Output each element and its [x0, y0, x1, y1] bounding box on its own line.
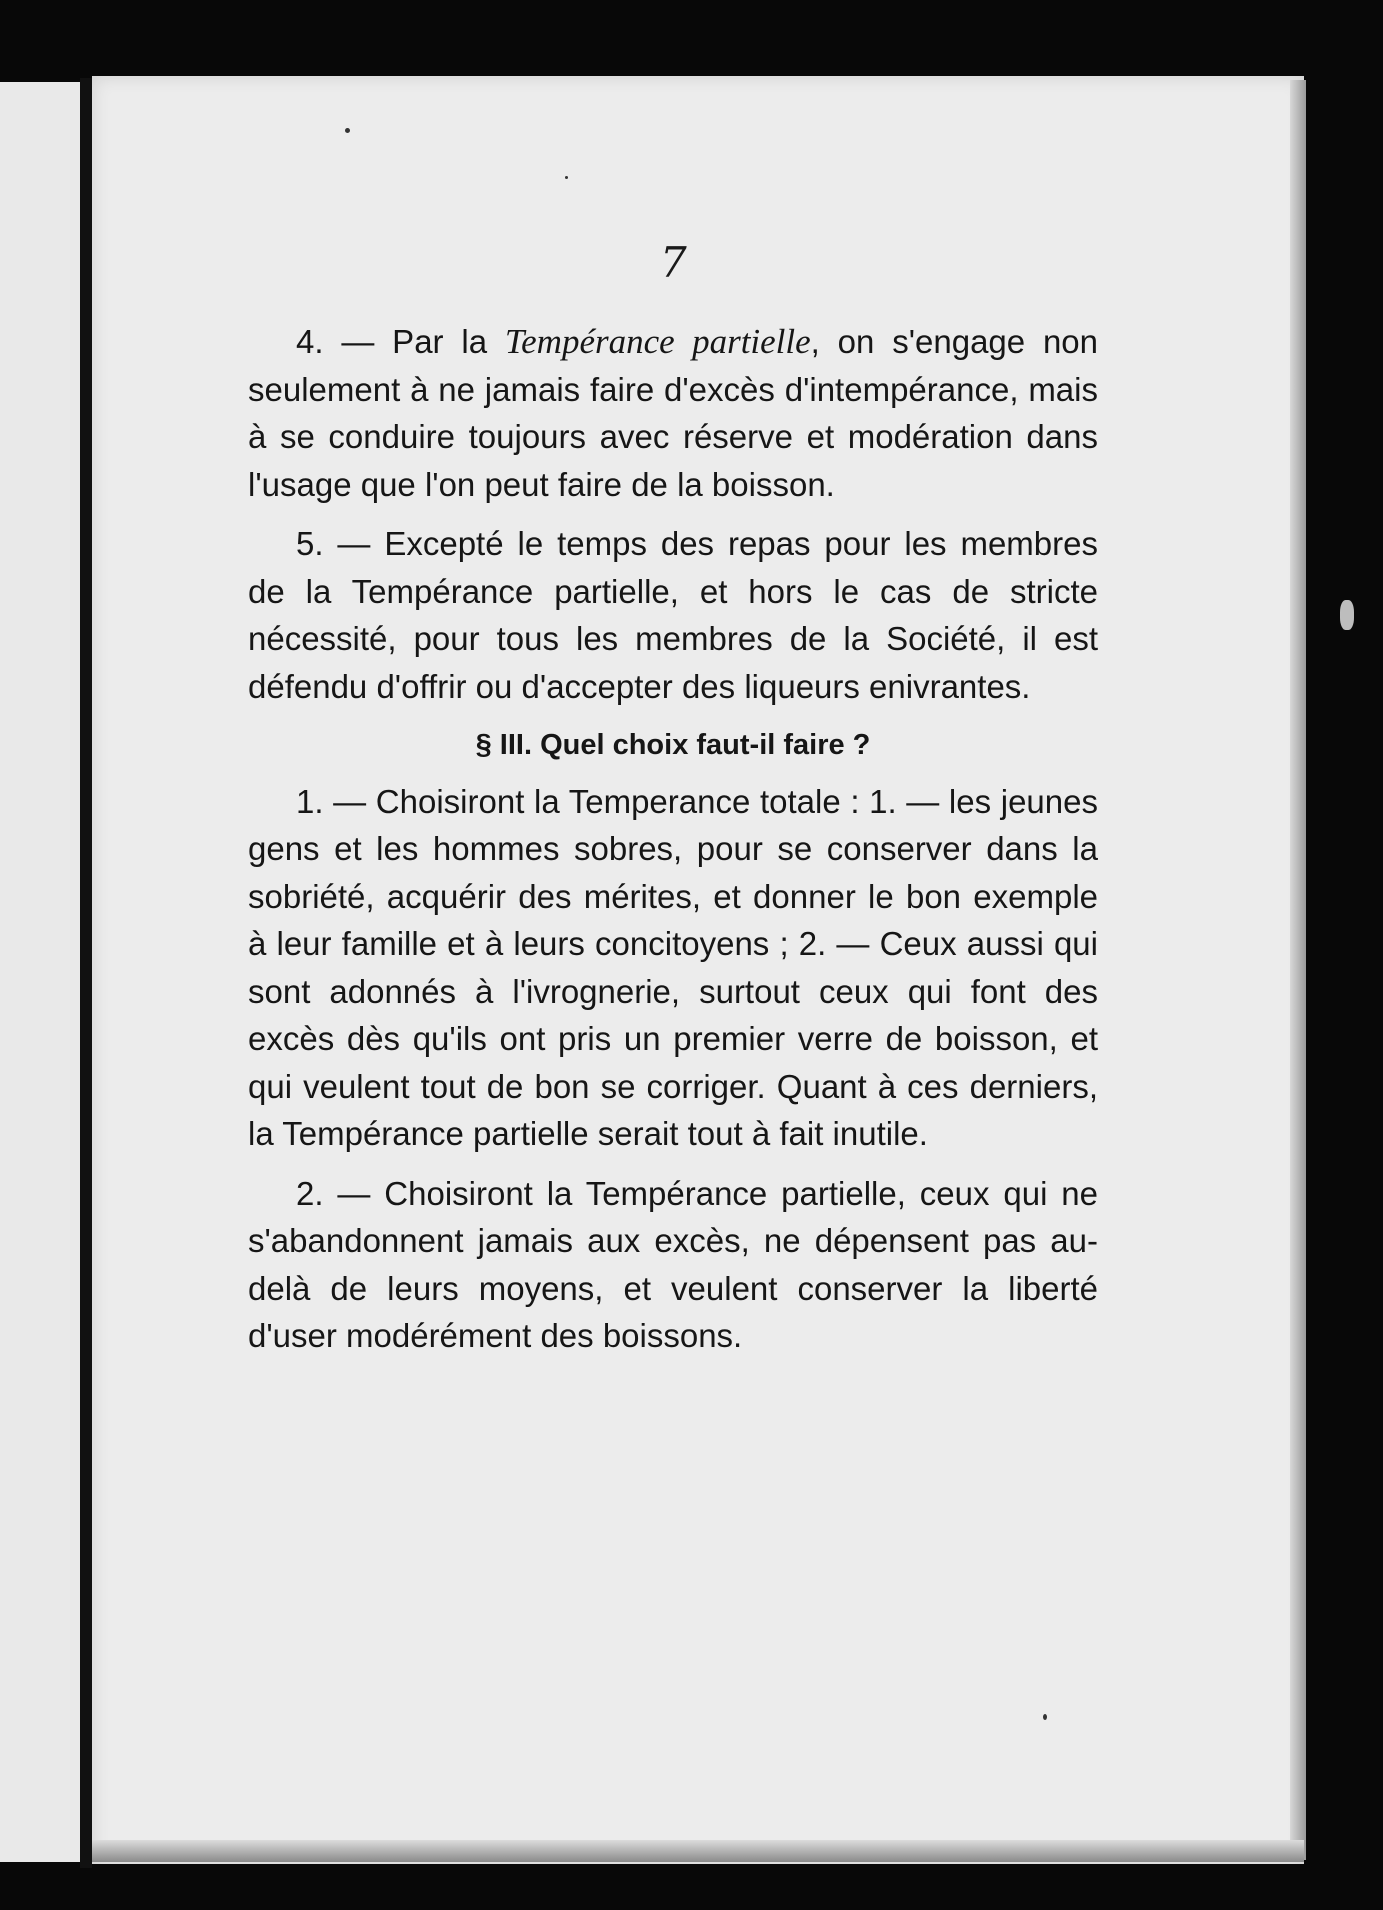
page-right-edge — [1290, 80, 1306, 1860]
page-bottom-edge — [92, 1840, 1304, 1862]
ink-speck — [565, 176, 568, 179]
ink-speck — [345, 128, 350, 133]
ink-speck — [1043, 1714, 1047, 1720]
section-heading: § III. Quel choix faut-il faire ? — [475, 729, 871, 761]
page-number: 7 — [660, 238, 687, 287]
scan-artifact — [1340, 600, 1354, 630]
article-4-paragraph — [248, 318, 1098, 508]
article-4-lead: 4. — Par la — [296, 323, 505, 360]
facing-page-edge — [0, 82, 80, 1862]
article-4-rest: , on s'engage non seulement à ne jamais faire d'excès d'intempérance, mais à se conduire toujours avec réserve et modération dans l'usage que l'on peut faire de la boisson. — [248, 323, 1099, 503]
book-spine — [80, 78, 92, 1868]
article-5-paragraph: 5. — Excepté le temps des repas pour les membres de la Tempérance partielle, et hors le cas de stricte nécessité, pour tous les membres de la Société, il est défendu d'offrir ou d'accepter des liqueurs enivrantes. — [248, 525, 1098, 705]
choice-1-paragraph: 1. — Choisiront la Temperance totale : 1. — les jeunes gens et les hommes sobres, pour se conserver dans la sobriété, acquérir des mérites, et donner le bon exemple à leur famille et à leurs concitoyens ; 2. — Ceux aussi qui sont adonnés à l'ivrognerie, surtout ceux qui font des excès dès qu'ils ont pris un premier verre de boisson, et qui veulent tout de bon se corriger. Quant à ces derniers, la Tempérance partielle serait tout à fait inutile. — [248, 782, 1098, 1152]
choice-2-paragraph: 2. — Choisiront la Tempérance partielle, ceux qui ne s'abandonnent jamais aux excès, ne dépensent pas au-delà de leurs moyens, et veulent conserver la liberté d'user modérément des boissons. — [248, 1174, 1098, 1354]
page-body-text — [248, 318, 1098, 1372]
article-4-emphasis: Tempérance partielle — [504, 322, 811, 361]
